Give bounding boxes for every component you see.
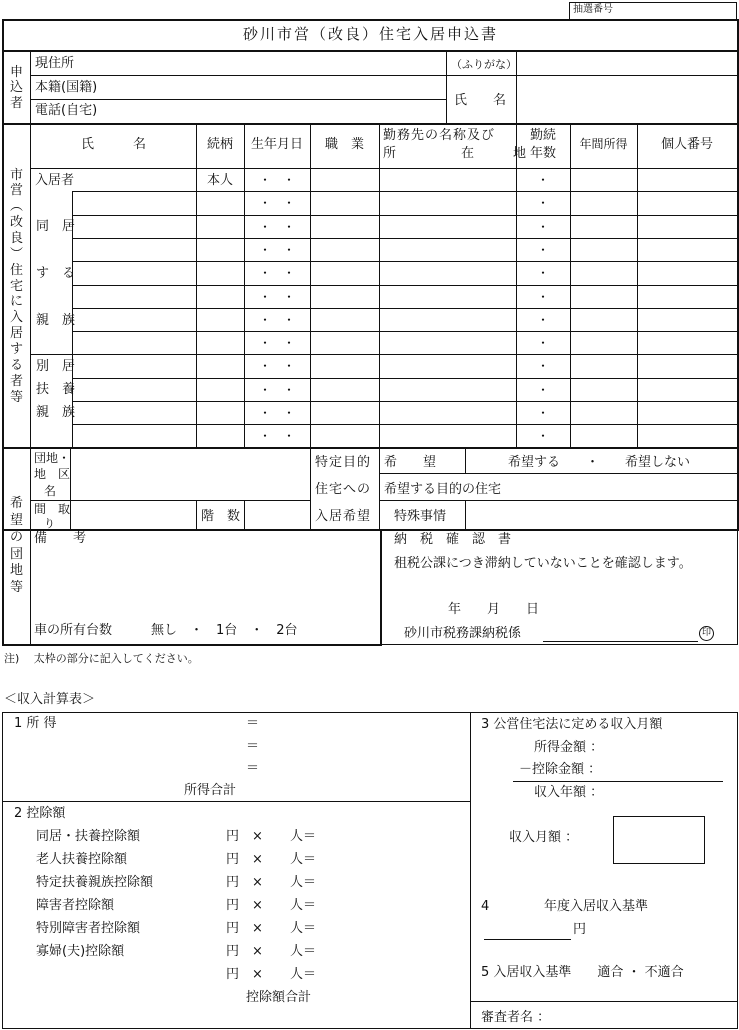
- birthdate-placeholder[interactable]: ・ ・: [258, 313, 295, 327]
- hope-label: 希 望: [384, 455, 437, 470]
- tenure-placeholder[interactable]: ・: [536, 359, 549, 373]
- people-equals-label: 人＝: [290, 967, 317, 982]
- furigana-label: （ふりがな）: [451, 58, 517, 71]
- header-tenure: 勤続: [529, 128, 556, 143]
- applicant-row-label: 入居者: [35, 173, 75, 188]
- income-total-label: 所得合計: [184, 783, 237, 798]
- deduction-total-label: 控除額合計: [246, 990, 312, 1005]
- remarks-label: 備 考: [34, 531, 87, 546]
- applicant-relation: 本人: [206, 173, 233, 188]
- income-amount-label: 所得金額 ：: [534, 740, 604, 755]
- yen-times-label: 円 ×: [226, 921, 263, 936]
- deduction-item-label: 障害者控除額: [36, 898, 115, 913]
- car-count[interactable]: 車の所有台数 無し ・ 1台 ・ 2台: [34, 623, 298, 638]
- deduction-item-label: 特定扶養親族控除額: [36, 875, 154, 890]
- cohabit-label-3: 親 族: [36, 313, 76, 328]
- header-annual-income: 年間所得: [579, 137, 628, 151]
- calc-title: ＜収入計算表＞: [4, 692, 96, 707]
- separate-label-3: 親 族: [36, 405, 76, 420]
- phone-label: 電話(自宅): [35, 103, 98, 118]
- minus-deduction-label: －控除金額 ：: [519, 762, 602, 777]
- income-standard-label: 年度入居収入基準: [544, 899, 649, 914]
- address-label: 現住所: [35, 56, 75, 71]
- income-heading: 1 所 得: [14, 716, 57, 731]
- complex-label-1: 団地・: [34, 451, 71, 465]
- header-relation: 続柄: [206, 137, 233, 152]
- people-equals-label: 人＝: [290, 898, 317, 913]
- tax-office: 砂川市税務課納税係: [404, 626, 522, 641]
- specific-purpose-label-3: 入居希望: [315, 509, 372, 524]
- header-occupation: 職 業: [324, 137, 364, 152]
- tenure-placeholder[interactable]: ・: [536, 196, 549, 210]
- header-birthdate: 生年月日: [250, 137, 303, 152]
- header-tenure-years: 年数: [529, 146, 556, 161]
- hope-options[interactable]: 希望する ・ 希望しない: [508, 455, 691, 470]
- complex-label-3: 名: [44, 484, 57, 498]
- separate-label-1: 別 居: [36, 359, 76, 374]
- deduction-item-label: 老人扶養控除額: [36, 852, 128, 867]
- birthdate-placeholder[interactable]: ・ ・: [258, 336, 295, 350]
- lottery-number-label: 抽選番号: [573, 4, 613, 15]
- specific-purpose-label-1: 特定目的: [315, 455, 372, 470]
- applicant-section-label: 申 込 者: [9, 65, 23, 111]
- birthdate-placeholder[interactable]: ・ ・: [258, 429, 295, 443]
- birthdate-placeholder[interactable]: ・ ・: [258, 290, 295, 304]
- birthdate-placeholder[interactable]: ・ ・: [258, 173, 295, 187]
- birthdate-placeholder[interactable]: ・ ・: [258, 359, 295, 373]
- birthdate-placeholder[interactable]: ・ ・: [258, 243, 295, 257]
- calc-table-frame: [2, 712, 738, 1029]
- deduction-item-label: 寡婦(夫)控除額: [36, 944, 125, 959]
- equals-3: ＝: [246, 761, 260, 776]
- people-equals-label: 人＝: [290, 852, 317, 867]
- deduction-item-label: 同居・扶養控除額: [36, 829, 141, 844]
- yen-times-label: 円 ×: [226, 944, 263, 959]
- people-equals-label: 人＝: [290, 875, 317, 890]
- birthdate-placeholder[interactable]: ・ ・: [258, 220, 295, 234]
- yen-times-label: 円 ×: [226, 967, 263, 982]
- birthdate-placeholder[interactable]: ・ ・: [258, 196, 295, 210]
- complex-label-2: 地 区: [34, 467, 71, 481]
- header-my-number: 個人番号: [660, 137, 713, 152]
- tenure-placeholder[interactable]: ・: [536, 266, 549, 280]
- form-title: 砂川市営（改良）住宅入居申込書: [242, 25, 498, 43]
- tenure-placeholder[interactable]: ・: [536, 290, 549, 304]
- monthly-income-heading: 3 公営住宅法に定める収入月額: [481, 717, 663, 732]
- tenure-placeholder[interactable]: ・: [536, 220, 549, 234]
- tenure-placeholder[interactable]: ・: [536, 173, 549, 187]
- tenure-placeholder[interactable]: ・: [536, 243, 549, 257]
- people-equals-label: 人＝: [290, 921, 317, 936]
- purpose-housing-label: 希望する目的の住宅: [384, 482, 502, 497]
- tenure-placeholder[interactable]: ・: [536, 383, 549, 397]
- tenure-placeholder[interactable]: ・: [536, 406, 549, 420]
- seal-mark: 印: [699, 626, 714, 641]
- birthdate-placeholder[interactable]: ・ ・: [258, 266, 295, 280]
- yen-times-label: 円 ×: [226, 898, 263, 913]
- header-workplace-address: 所 在 地: [383, 146, 527, 161]
- people-equals-label: 人＝: [290, 829, 317, 844]
- birthdate-placeholder[interactable]: ・ ・: [258, 406, 295, 420]
- tax-confirmation-date: 年 月 日: [448, 602, 540, 617]
- people-equals-label: 人＝: [290, 944, 317, 959]
- income-criteria[interactable]: 5 入居収入基準 適合 ・ 不適合: [481, 965, 684, 980]
- yen-times-label: 円 ×: [226, 829, 263, 844]
- cohabit-label-2: す る: [36, 266, 76, 281]
- examiner-label: 審査者名 ：: [481, 1010, 551, 1025]
- tax-confirmation-title: 納 税 確 認 書: [394, 532, 512, 547]
- special-circumstances-label: 特殊事情: [394, 509, 447, 524]
- birthdate-placeholder[interactable]: ・ ・: [258, 383, 295, 397]
- floors-label: 階 数: [201, 509, 241, 524]
- tenure-placeholder[interactable]: ・: [536, 429, 549, 443]
- tax-confirmation-body: 租税公課につき滞納していないことを確認します。: [394, 556, 692, 571]
- monthly-income-label: 収入月額 ：: [509, 830, 579, 845]
- header-workplace: 勤務先の名称及び: [383, 128, 496, 143]
- layout-label-1: 間 取: [34, 502, 71, 516]
- wish-section-label: 希 望 の 団 地 等: [9, 495, 23, 596]
- yen-times-label: 円 ×: [226, 875, 263, 890]
- name-label: 氏 名: [454, 93, 507, 108]
- equals-2: ＝: [246, 739, 260, 754]
- note-text: 注) 太枠の部分に記入してください。: [4, 652, 199, 665]
- deduction-heading: 2 控除額: [14, 806, 66, 821]
- annual-income-label: 収入年額 ：: [534, 785, 604, 800]
- layout-label-2: り: [44, 517, 55, 530]
- equals-1: ＝: [246, 716, 260, 731]
- residents-section-label: 市 営 ︵ 改 良 ︶ 住 宅 に 入 居 す る 者 等: [9, 167, 23, 405]
- standard-number: 4: [481, 899, 490, 914]
- cohabit-label-1: 同 居: [36, 219, 76, 234]
- monthly-income-box[interactable]: [613, 816, 705, 864]
- specific-purpose-label-2: 住宅への: [315, 482, 372, 497]
- tenure-placeholder[interactable]: ・: [536, 336, 549, 350]
- header-name: 氏 名: [80, 137, 146, 152]
- deduction-item-label: 特別障害者控除額: [36, 921, 141, 936]
- separate-label-2: 扶 養: [36, 382, 76, 397]
- yen-times-label: 円 ×: [226, 852, 263, 867]
- tenure-placeholder[interactable]: ・: [536, 313, 549, 327]
- domicile-label: 本籍(国籍): [35, 80, 98, 95]
- yen-unit: 円: [573, 922, 587, 937]
